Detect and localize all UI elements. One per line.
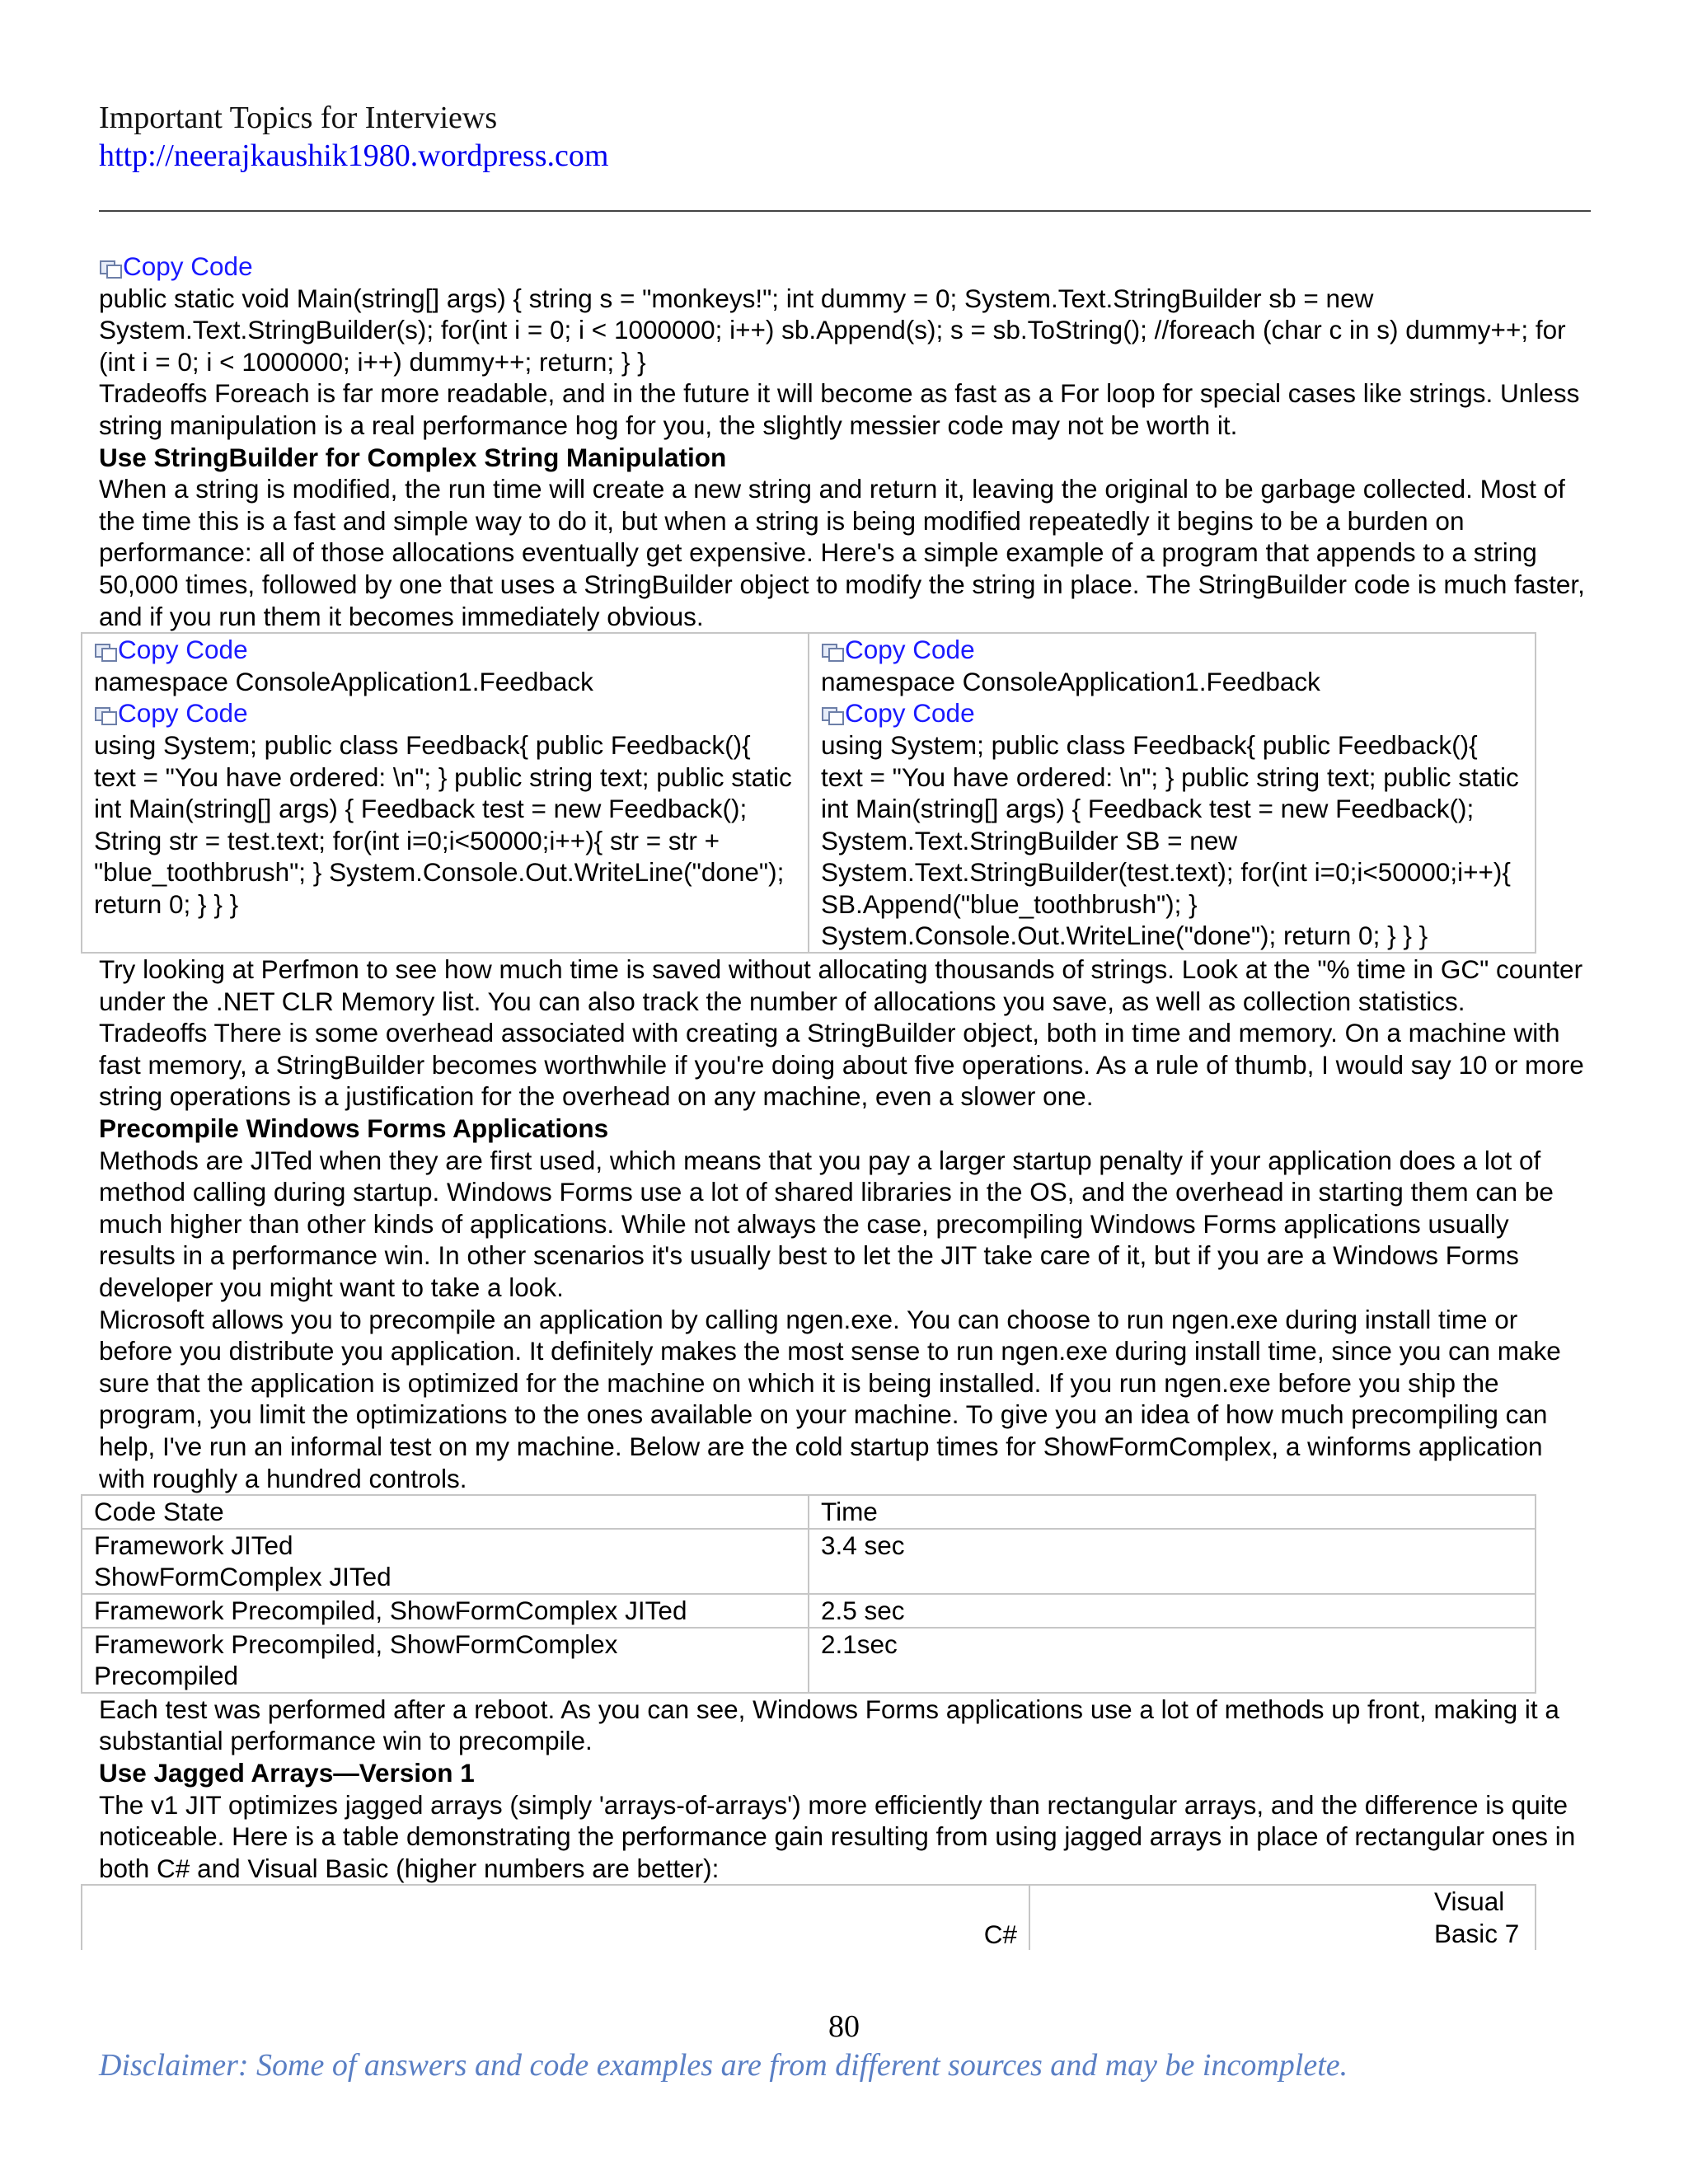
copy-code-link[interactable]: Copy Code: [94, 697, 798, 729]
heading-precompile: Precompile Windows Forms Applications: [99, 1113, 609, 1144]
disclaimer-text: Disclaimer: Some of answers and code examples are from different sources and may be incomplete.: [99, 2048, 1348, 2083]
code-comparison-table: [81, 632, 1536, 954]
header-code-state: Code State: [82, 1495, 809, 1529]
paragraph-precompile-1: Methods are JITed when they are first used, which means that you pay a larger startup penalty if your application does a lot of method calling during startup. Windows Forms use a lot of shared libraries in the OS, and the overhead in starting them can be much higher than other kinds of applications. While not always the case, precompiling Windows Forms applications usually results in a performance win. In other scenarios it's usually best to let the JIT take care of it, but if you are a Windows Forms developer you might want to take a look.: [99, 1145, 1554, 1302]
namespace-line: namespace ConsoleApplication1.Feedback: [94, 666, 593, 696]
jagged-arrays-table: [81, 1884, 1536, 1950]
code-state-cell: Framework JITed ShowFormComplex JITed: [82, 1529, 809, 1594]
copy-icon: [821, 643, 842, 659]
header-csharp: C#: [82, 1885, 1029, 1950]
paragraph-reboot: Each test was performed after a reboot. As you can see, Windows Forms applications use a lot of methods up front, making it a substantial performance win to precompile.: [99, 1694, 1559, 1756]
code-cell-stringbuilder: [809, 633, 1536, 953]
heading-jagged-arrays: Use Jagged Arrays—Version 1: [99, 1757, 475, 1788]
heading-stringbuilder: Use StringBuilder for Complex String Manipulation: [99, 442, 727, 472]
table-row: [82, 1628, 1536, 1693]
copy-code-link[interactable]: Copy Code: [821, 697, 1525, 729]
copy-icon: [94, 706, 115, 723]
copy-code-link[interactable]: Copy Code: [94, 634, 798, 666]
code-state-cell: Framework Precompiled, ShowFormComplex Precompiled: [82, 1628, 809, 1693]
namespace-line: namespace ConsoleApplication1.Feedback: [821, 666, 1320, 696]
page-number: 80: [828, 2009, 860, 2044]
page-header: [99, 99, 1591, 175]
paragraph-jagged-arrays: The v1 JIT optimizes jagged arrays (simply 'arrays-of-arrays') more efficiently than rectangular arrays, and the difference is quite noticeable. Here is a table demonstrating the performance gain resulting from using jagged arrays in place of rectangular ones in both C# and Visual Basic (higher numbers are better):: [99, 1789, 1576, 1883]
table-row: [82, 1529, 1536, 1594]
code-block-foreach: public static void Main(string[] args) { string s = "monkeys!"; int dummy = 0; System.Text.StringBuilder sb = new System.Text.StringBuilder(s); for(int i = 0; i < 1000000; i++) sb.Append(s); s = sb.ToString(); //foreach (char c in s) dummy++; for (int i = 0; i < 1000000; i++) dummy++; return; } }: [99, 283, 1566, 377]
tradeoffs-paragraph-2: Tradeoffs There is some overhead associated with creating a StringBuilder object, both in time and memory. On a machine with fast memory, a StringBuilder becomes worthwhile if you're doing about five operations. As a rule of thumb, I would say 10 or more string operations is a justification for the overhead on any machine, even a slower one.: [99, 1018, 1584, 1112]
table-header-row: [82, 1495, 1536, 1529]
header-visual-basic: Visual Basic 7: [1029, 1885, 1536, 1950]
time-cell: 2.5 sec: [809, 1594, 1536, 1628]
copy-icon: [821, 706, 842, 723]
header-time: Time: [809, 1495, 1536, 1529]
table-row: [82, 1594, 1536, 1628]
startup-time-table: [81, 1494, 1536, 1694]
copy-icon: [99, 260, 120, 276]
copy-code-link[interactable]: Copy Code: [99, 251, 1591, 283]
paragraph-perfmon: Try looking at Perfmon to see how much time is saved without allocating thousands of strings. Look at the "% time in GC" counter under the .NET CLR Memory list. You can also track the number of allocations you save, as well as collection statistics.: [99, 954, 1583, 1016]
copy-icon: [94, 643, 115, 659]
paragraph-precompile-2: Microsoft allows you to precompile an application by calling ngen.exe. You can choose to run ngen.exe during install time or before you distribute you application. It definitely makes the most sense to run ngen.exe during install time, since you can make sure that the application is optimized for the machine on which it is being installed. If you run ngen.exe before you ship the program, you limit the optimizations to the ones available on your machine. To give you an idea of how much precompiling can help, I've run an informal test on my machine. Below are the cold startup times for ShowFormComplex, a winforms application with roughly a hundred controls.: [99, 1304, 1561, 1493]
code-state-cell: Framework Precompiled, ShowFormComplex JITed: [82, 1594, 809, 1628]
code-block-stringbuilder: using System; public class Feedback{ public Feedback(){ text = "You have ordered: \n"; } public string text; public static int Main(string[] args) { Feedback test = new Feedback(); System.Text.StringBuilder SB = new System.Text.StringBuilder(test.text); for(int i=0;i<50000;i++){ SB.Append("blue_toothbrush"); } System.Console.Out.WriteLine("done"); return 0; } } }: [821, 729, 1519, 951]
tradeoffs-paragraph-1: Tradeoffs Foreach is far more readable, and in the future it will become as fast as a For loop for special cases like strings. Unless string manipulation is a real performance hog for you, the slightly messier code may not be worth it.: [99, 378, 1580, 440]
code-cell-string-concat: [82, 633, 809, 953]
copy-code-link[interactable]: Copy Code: [821, 634, 1525, 666]
paragraph-stringbuilder: When a string is modified, the run time will create a new string and return it, leaving the original to be garbage collected. Most of the time this is a fast and simple way to do it, but when a string is being modified repeatedly it begins to be a burden on performance: all of those allocations eventually get expensive. Here's a simple example of a program that appends to a string 50,000 times, followed by one that uses a StringBuilder object to modify the string in place. The StringBuilder code is much faster, and if you run them it becomes immediately obvious.: [99, 474, 1585, 631]
time-cell: 3.4 sec: [809, 1529, 1536, 1594]
header-url-link[interactable]: http://neerajkaushik1980.wordpress.com: [99, 138, 609, 173]
header-title: Important Topics for Interviews: [99, 101, 498, 135]
time-cell: 2.1sec: [809, 1628, 1536, 1693]
page-content: [94, 251, 1591, 1950]
code-block-concat: using System; public class Feedback{ public Feedback(){ text = "You have ordered: \n"; } public string text; public static int Main(string[] args) { Feedback test = new Feedback(); String str = test.text; for(int i=0;i<50000;i++){ str = str + "blue_toothbrush"; } System.Console.Out.WriteLine("done"); return 0; } } }: [94, 729, 792, 919]
header-divider: [99, 210, 1591, 212]
